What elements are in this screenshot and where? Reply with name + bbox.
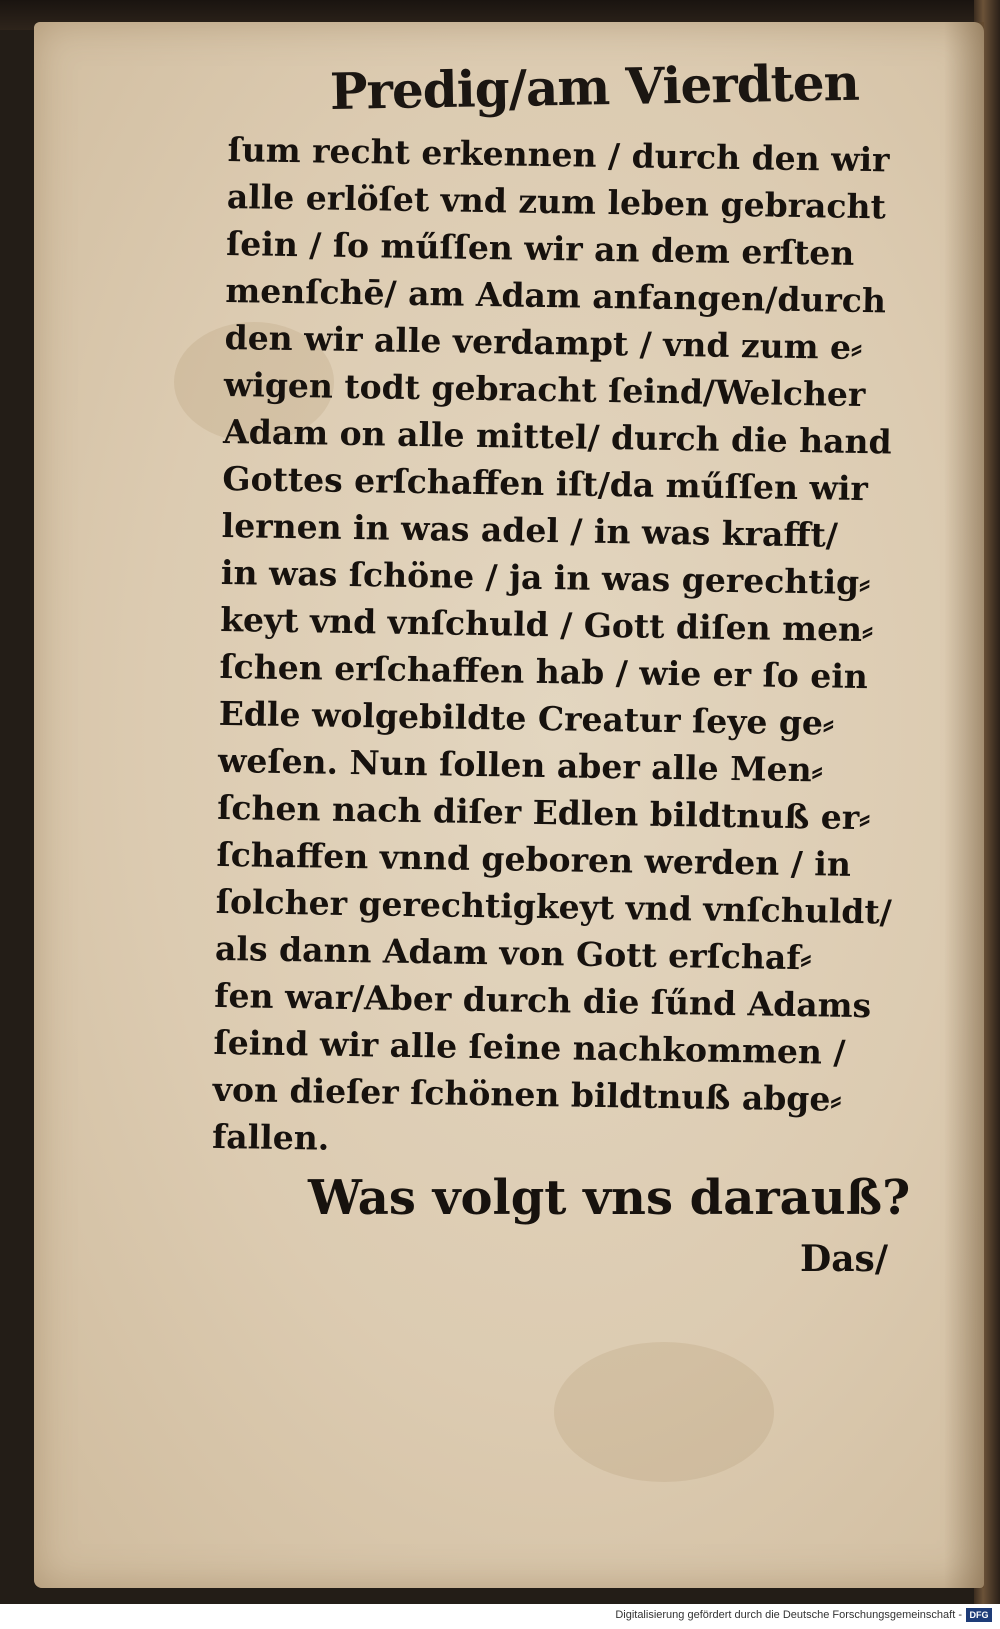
dfg-logo: DFG <box>966 1608 992 1622</box>
catchword: Das/ <box>800 1238 888 1280</box>
text-line: Gottes erſchaffen iſt/da műſſen wir <box>222 458 869 509</box>
text-line: wigen todt gebracht ſeind/Welcher <box>223 364 866 415</box>
text-line: fallen. <box>211 1116 330 1158</box>
text-line: als dann Adam von Gott erſchaf⸗ <box>214 928 812 978</box>
text-line: in was ſchöne / ja in was gerechtig⸗ <box>220 552 871 603</box>
text-line: keyt vnd vnſchuld / Gott diſen men⸗ <box>219 599 874 650</box>
running-head: Predig/am Vierdten <box>329 52 860 121</box>
text-line: fen war/Aber durch die ſűnd Adams <box>214 975 872 1026</box>
section-heading: Was volgt vns darauß? <box>308 1170 911 1226</box>
text-line: menſchē/ am Adam anfangen/durch <box>225 270 887 321</box>
footer-bar <box>0 1604 1000 1629</box>
text-line: ſchaffen vnnd geboren werden / in <box>216 834 852 884</box>
text-line: alle erlöſet vnd zum leben gebracht <box>226 176 887 227</box>
text-line: ſchen erſchaffen hab / wie er ſo ein <box>219 646 869 697</box>
text-line: ſum recht erkennen / durch den wir <box>227 129 890 180</box>
text-line: Adam on alle mittel/ durch die hand <box>222 411 892 462</box>
text-line: Edle wolgebildte Creatur ſeye ge⸗ <box>218 693 835 743</box>
text-line: lernen in was adel / in was krafft/ <box>221 505 839 555</box>
text-line: ſolcher gerechtigkeyt vnd vnſchuldt/ <box>215 881 892 932</box>
text-line: ſchen nach diſer Edlen bildtnuß er⸗ <box>216 787 871 838</box>
text-line: von dieſer ſchönen bildtnuß abge⸗ <box>212 1069 842 1119</box>
text-line: weſen. Nun ſollen aber alle Men⸗ <box>217 740 823 790</box>
paper-stain <box>554 1342 774 1482</box>
funding-credit: Digitalisierung gefördert durch die Deutsche Forschungsgemeinschaft - <box>615 1609 962 1621</box>
text-line: den wir alle verdampt / vnd zum e⸗ <box>224 317 863 367</box>
text-line: ſeind wir alle ſeine nachkommen / <box>213 1022 846 1072</box>
page-body-text <box>212 126 918 1171</box>
text-line: ſein / ſo műſſen wir an dem erſten <box>225 223 855 273</box>
